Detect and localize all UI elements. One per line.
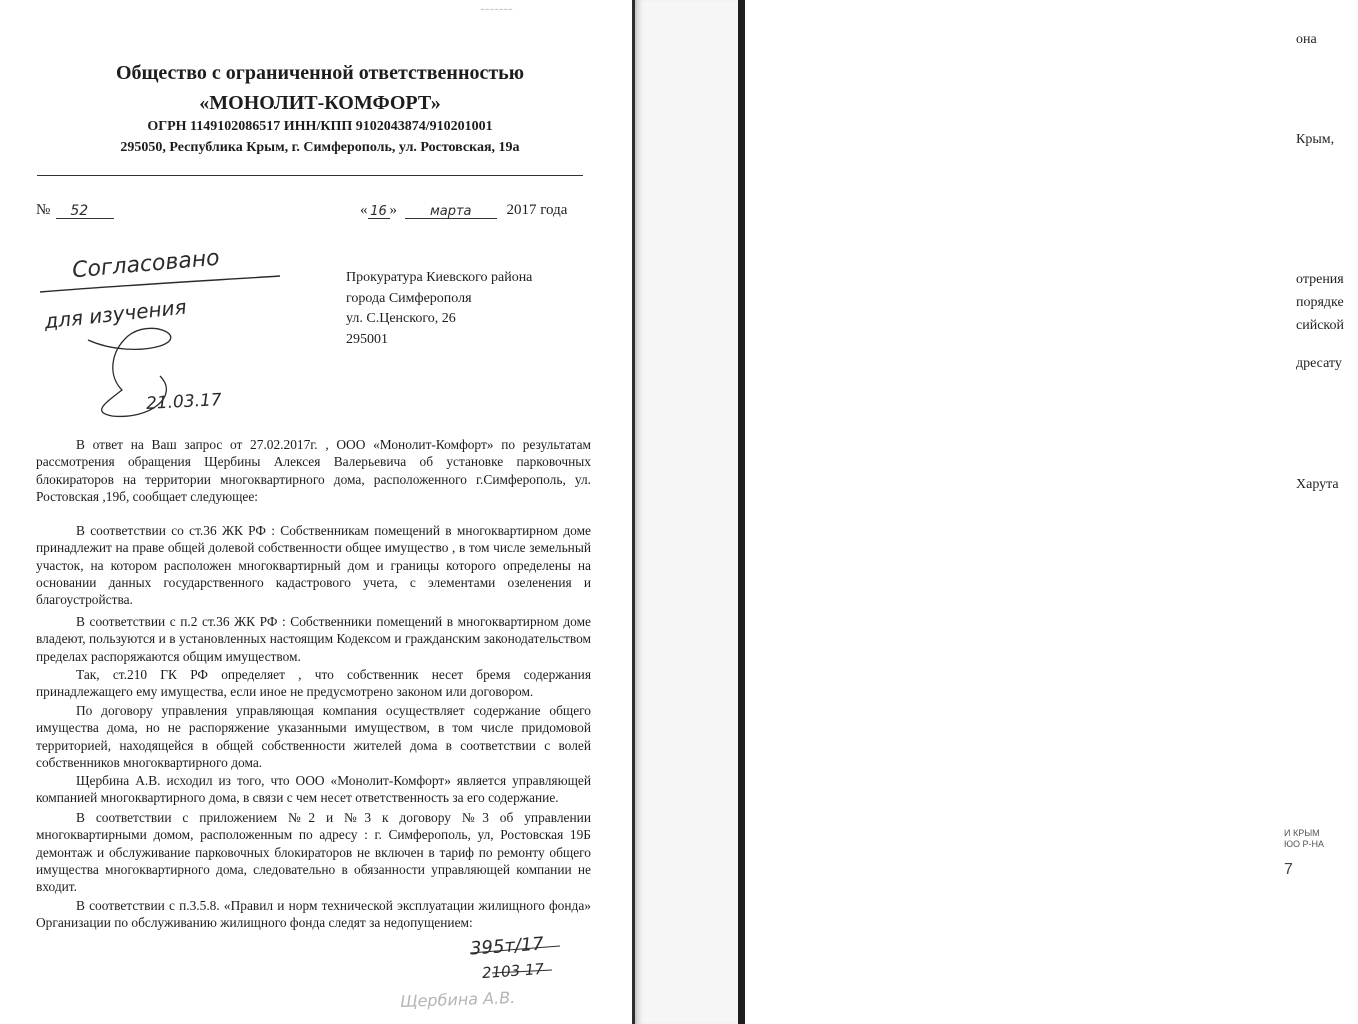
- company-title: Общество с ограниченной ответственностью: [115, 62, 525, 84]
- scan-border: [738, 0, 745, 1024]
- addressee-block: Прокуратура Киевского района города Симферополя ул. С.Ценского, 26 295001: [346, 270, 533, 347]
- resolution-date-handwritten: 21.03.17: [145, 390, 223, 414]
- underlying-text: сийской: [1296, 318, 1344, 333]
- registration-date-handwritten: 2103 17: [481, 959, 545, 983]
- underlying-page: [634, 0, 1344, 1024]
- underlying-text: она: [1296, 32, 1317, 47]
- paragraph: В соответствии с п.2 ст.36 ЖК РФ : Собственники помещений в многоквартирном доме владеют, пользуются и в установленных настоящим Кодексом и гражданским законодательством пределах распоряжаются общим имуществом.: [36, 614, 591, 664]
- partial-stamp: И КРЫМ ЮО Р-НА 7: [1284, 828, 1324, 878]
- underlying-text: порядке: [1296, 295, 1344, 310]
- company-registration: ОГРН 1149102086517 ИНН/КПП 9102043874/910201001: [147, 119, 493, 134]
- paragraph: Щербина А.В. исходил из того, что ООО «Монолит-Комфорт» является управляющей компанией многоквартирного дома, в связи с чем несет ответственность за его содержание.: [36, 773, 591, 806]
- underlying-text: Крым,: [1296, 132, 1335, 147]
- paragraph: В соответствии со ст.36 ЖК РФ : Собственникам помещений в многоквартирном доме принадлежит на праве общей долевой собственности общее имущество , в том числе земельный участок, на котором расположен многоквартирный дом и границы которого определены на основании данных государственного кадастрового учета, с элементами озеленения и благоустройства.: [36, 523, 591, 608]
- resolution-handwritten: Согласовано: [71, 245, 221, 284]
- paragraph: В соответствии с приложением №2 и №3 к договору №3 об управлении многоквартирными домом, расположенным по адресу : г. Симферополь, ул, Ростовская 19Б демонтаж и обслуживание парковочных блокираторов не включен в тариф по ремонту общего имущества многоквартирного дома, следовательно в обязанности управляющей компании не входит.: [36, 810, 591, 895]
- paragraph: По договору управления управляющая компания осуществляет содержание общего имущества дома, но не распоряжение указанными имуществом, в том числе придомовой территорией, находящейся в общей собственности жителей дома в соответствии с волей собственников многоквартирного дома.: [36, 703, 591, 770]
- date-day-handwritten: 16: [370, 204, 387, 219]
- paragraph: В соответствии с п.3.5.8. «Правил и норм технической эксплуатации жилищного фонда» Организации по обслуживанию жилищного фонда следят за недопущением:: [36, 898, 591, 931]
- paragraph: Так, ст.210 ГК РФ определяет , что собственник несет бремя содержания принадлежащего ему имущества, если иное не предусмотрено законом или договором.: [36, 667, 591, 700]
- page-edge: [632, 0, 635, 1024]
- underlying-text: отрения: [1296, 272, 1344, 287]
- number-handwritten: 52: [70, 203, 89, 219]
- letterhead-divider: [37, 175, 583, 176]
- registration-handwritten: 395т/17: [469, 933, 545, 960]
- faint-top-mark: -------: [480, 0, 513, 16]
- letter-date: « 16 » марта 2017 года: [360, 202, 568, 219]
- resolution-handwritten: для изучения: [43, 294, 188, 334]
- date-month-handwritten: марта: [429, 204, 472, 219]
- company-address: 295050, Республика Крым, г. Симферополь, ул. Ростовская, 19а: [120, 140, 520, 155]
- paragraph-intro: В ответ на Ваш запрос от 27.02.2017г. , ООО «Монолит-Комфорт» по результатам рассмотрения обращения Щербины Алексея Валерьевича об установке парковочных блокираторов на территории многоквартирного дома, расположенного г.Симферополь, ул. Ростовская ,19б, сообщает следующее:: [36, 437, 591, 504]
- underlying-text: Харута: [1296, 477, 1339, 492]
- name-handwritten: Щербина А.В.: [399, 987, 516, 1012]
- outgoing-number: № 52: [36, 202, 114, 219]
- underlying-text: дресату: [1296, 356, 1342, 371]
- company-name: «МОНОЛИТ-КОМФОРТ»: [199, 92, 441, 114]
- letter-page: [0, 0, 634, 1024]
